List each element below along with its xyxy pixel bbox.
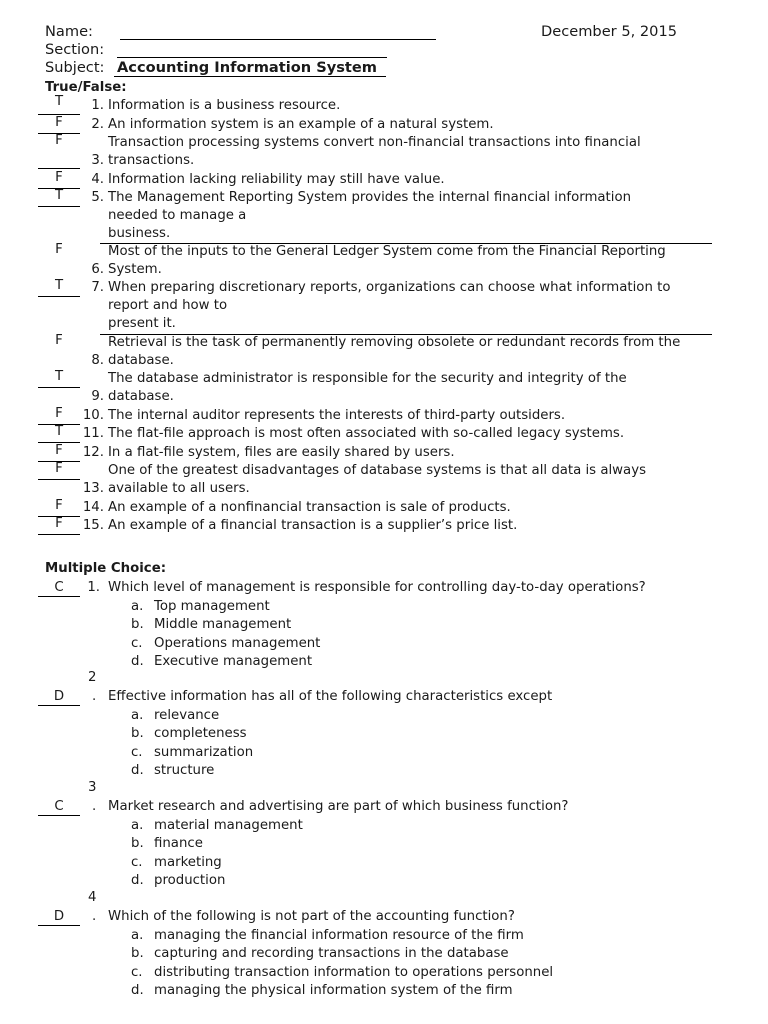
- item-number: 12.: [82, 445, 104, 460]
- answer-value: F: [55, 461, 63, 476]
- question-text: In a flat-file system, files are easily shared by users.: [108, 445, 455, 460]
- answer-value: F: [55, 498, 63, 513]
- true-false-title: True/False:: [45, 80, 127, 95]
- option-letter: d.: [131, 983, 144, 998]
- option-letter: a.: [131, 598, 144, 614]
- option-text: distributing transaction information to operations personnel: [154, 964, 554, 980]
- answer-value: F: [55, 115, 63, 130]
- option-letter: a.: [131, 927, 144, 943]
- answer-value: F: [55, 406, 63, 421]
- answer-value: C: [54, 799, 64, 814]
- question-text: present it.: [108, 316, 176, 332]
- option-letter: b.: [131, 946, 144, 961]
- item-number: 1.: [87, 580, 100, 595]
- option-text: summarization: [154, 744, 254, 760]
- question-text: Most of the inputs to the General Ledger System come from the Financial Reporting: [108, 244, 666, 259]
- answer-blank[interactable]: [38, 815, 80, 816]
- option-letter: b.: [131, 726, 144, 741]
- question-text: database.: [108, 353, 174, 369]
- answer-value: T: [54, 369, 64, 384]
- name-field[interactable]: [120, 39, 436, 40]
- question-text: Retrieval is the task of permanently removing obsolete or redundant records from the: [108, 335, 681, 350]
- answer-value: F: [55, 443, 63, 458]
- answer-value: T: [54, 188, 64, 203]
- item-number: 9.: [91, 389, 104, 405]
- option-letter: a.: [131, 707, 144, 723]
- option-text: finance: [154, 836, 203, 851]
- option-letter: c.: [131, 744, 143, 760]
- question-text: Effective information has all of the following characteristics except: [108, 689, 553, 704]
- item-number-dot: .: [92, 689, 97, 704]
- item-number-dot: .: [92, 799, 97, 814]
- item-number: 5.: [91, 190, 104, 205]
- item-number: 8.: [91, 353, 104, 369]
- answer-blank[interactable]: [38, 168, 80, 169]
- item-number: 7.: [91, 280, 104, 295]
- question-text: available to all users.: [108, 481, 250, 497]
- question-text: An information system is an example of a natural system.: [108, 117, 494, 132]
- question-text: System.: [108, 262, 162, 278]
- item-number: 3: [88, 780, 97, 795]
- option-text: completeness: [154, 726, 247, 741]
- option-text: capturing and recording transactions in the database: [154, 946, 509, 961]
- name-label: Name:: [45, 23, 93, 40]
- item-number: 13.: [82, 481, 104, 497]
- answer-blank[interactable]: [38, 596, 80, 597]
- question-text: The flat-file approach is most often associated with so-called legacy systems.: [108, 426, 625, 441]
- section-field[interactable]: [117, 57, 387, 58]
- answer-blank[interactable]: [38, 534, 80, 535]
- question-text: database.: [108, 389, 174, 405]
- answer-value: T: [54, 424, 64, 439]
- item-number: 3.: [91, 153, 104, 169]
- item-number: 4: [88, 890, 97, 905]
- question-text: When preparing discretionary reports, organizations can choose what information to: [108, 280, 671, 295]
- item-number: 6.: [91, 262, 104, 278]
- option-letter: d.: [131, 873, 144, 888]
- answer-value: D: [53, 689, 65, 704]
- question-text: Information lacking reliability may still have value.: [108, 172, 445, 187]
- answer-blank[interactable]: [38, 925, 80, 926]
- answer-blank[interactable]: [38, 705, 80, 706]
- option-letter: d.: [131, 763, 144, 778]
- question-text: needed to manage a: [108, 208, 247, 224]
- option-letter: b.: [131, 617, 144, 632]
- question-text: Which level of management is responsible for controlling day-to-day operations?: [108, 580, 646, 595]
- question-text: Information is a business resource.: [108, 98, 341, 113]
- answer-blank[interactable]: [38, 479, 80, 480]
- item-number: 4.: [91, 172, 104, 187]
- subject-label: Subject:: [45, 59, 105, 76]
- question-text: The database administrator is responsible for the security and integrity of the: [108, 371, 627, 386]
- answer-value: C: [54, 580, 64, 595]
- question-text: transactions.: [108, 153, 195, 169]
- question-text: report and how to: [108, 298, 228, 314]
- option-text: Operations management: [154, 635, 321, 651]
- item-number: 2.: [91, 117, 104, 132]
- multiple-choice-title: Multiple Choice:: [45, 561, 167, 576]
- option-letter: b.: [131, 836, 144, 851]
- question-text: The internal auditor represents the interests of third-party outsiders.: [108, 408, 566, 423]
- question-text: Market research and advertising are part of which business function?: [108, 799, 569, 814]
- item-number: 14.: [82, 500, 104, 515]
- option-text: Executive management: [154, 654, 313, 669]
- answer-value: F: [55, 133, 63, 148]
- option-letter: a.: [131, 817, 144, 833]
- option-text: managing the financial information resource of the firm: [154, 927, 524, 943]
- option-letter: c.: [131, 635, 143, 651]
- document-date: December 5, 2015: [541, 23, 678, 40]
- question-text: An example of a financial transaction is a supplier’s price list.: [108, 518, 518, 533]
- question-text: Which of the following is not part of the accounting function?: [108, 909, 515, 924]
- item-number-dot: .: [92, 909, 97, 924]
- option-text: Middle management: [154, 617, 292, 632]
- subject-value: Accounting Information System: [117, 59, 378, 76]
- option-text: structure: [154, 763, 215, 778]
- answer-blank[interactable]: [38, 296, 80, 297]
- item-number: 1.: [91, 98, 104, 113]
- item-number: 15.: [82, 518, 104, 533]
- question-text: Transaction processing systems convert non-financial transactions into financial: [108, 135, 641, 150]
- option-text: production: [154, 873, 226, 888]
- section-label: Section:: [45, 41, 105, 58]
- option-text: material management: [154, 817, 303, 833]
- item-number: 11.: [82, 426, 104, 441]
- answer-value: F: [55, 242, 63, 257]
- option-text: Top management: [154, 598, 270, 614]
- item-number: 2: [88, 670, 97, 685]
- answer-value: T: [54, 94, 64, 109]
- question-text: An example of a nonfinancial transaction is sale of products.: [108, 500, 511, 515]
- answer-value: F: [55, 516, 63, 531]
- question-text: business.: [108, 226, 171, 242]
- item-number: 10.: [82, 408, 104, 423]
- answer-value: D: [53, 909, 65, 924]
- option-text: marketing: [154, 854, 222, 870]
- option-letter: c.: [131, 964, 143, 980]
- subject-underline: [114, 76, 386, 77]
- answer-blank[interactable]: [38, 387, 80, 388]
- answer-value: T: [54, 278, 64, 293]
- option-text: managing the physical information system of the firm: [154, 983, 513, 998]
- question-text: One of the greatest disadvantages of database systems is that all data is always: [108, 463, 647, 478]
- option-letter: d.: [131, 654, 144, 669]
- question-text: The Management Reporting System provides the internal financial information: [108, 190, 632, 205]
- option-text: relevance: [154, 707, 220, 723]
- answer-value: F: [55, 333, 63, 348]
- answer-blank[interactable]: [38, 206, 80, 207]
- answer-value: F: [55, 170, 63, 185]
- option-letter: c.: [131, 854, 143, 870]
